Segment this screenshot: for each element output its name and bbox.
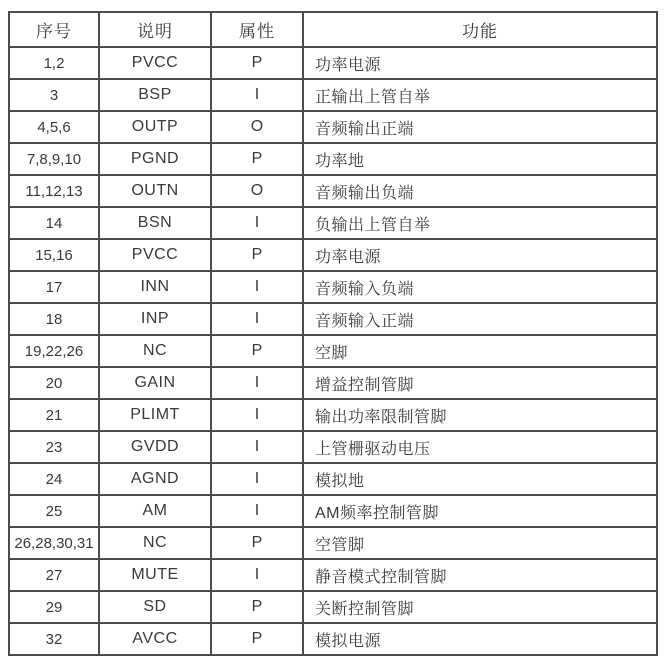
pin-numbers-cell: 24 <box>9 463 99 495</box>
table-body <box>9 47 657 655</box>
pin-function-cell: 音频输出正端 <box>303 111 657 143</box>
pin-function-cell: 音频输出负端 <box>303 175 657 207</box>
pin-attribute-cell: P <box>211 239 303 271</box>
pin-numbers-cell: 32 <box>9 623 99 655</box>
pin-function-cell: 静音模式控制管脚 <box>303 559 657 591</box>
table-row <box>9 271 657 303</box>
pin-function-cell: 音频输入负端 <box>303 271 657 303</box>
pin-name-cell: PLIMT <box>99 399 211 431</box>
pin-name-cell: SD <box>99 591 211 623</box>
table-row <box>9 463 657 495</box>
pin-attribute-cell: P <box>211 591 303 623</box>
pin-attribute-cell: I <box>211 431 303 463</box>
column-header-function: 功能 <box>303 12 657 47</box>
pin-numbers-cell: 19,22,26 <box>9 335 99 367</box>
pin-function-cell: 空管脚 <box>303 527 657 559</box>
pin-name-cell: BSP <box>99 79 211 111</box>
pin-attribute-cell: I <box>211 367 303 399</box>
pin-function-cell: 功率电源 <box>303 47 657 79</box>
pin-name-cell: INN <box>99 271 211 303</box>
pin-name-cell: AM <box>99 495 211 527</box>
pin-function-cell: 正输出上管自举 <box>303 79 657 111</box>
table-row <box>9 335 657 367</box>
table-row <box>9 111 657 143</box>
pin-numbers-cell: 26,28,30,31 <box>9 527 99 559</box>
pin-attribute-cell: I <box>211 399 303 431</box>
pin-name-cell: PVCC <box>99 47 211 79</box>
pin-function-cell: 音频输入正端 <box>303 303 657 335</box>
pin-attribute-cell: P <box>211 527 303 559</box>
pin-numbers-cell: 15,16 <box>9 239 99 271</box>
table-row <box>9 591 657 623</box>
pin-name-cell: AVCC <box>99 623 211 655</box>
pin-attribute-cell: P <box>211 335 303 367</box>
table-row <box>9 143 657 175</box>
pin-attribute-cell: O <box>211 111 303 143</box>
pin-function-cell: 增益控制管脚 <box>303 367 657 399</box>
pin-function-cell: 功率电源 <box>303 239 657 271</box>
pin-name-cell: NC <box>99 527 211 559</box>
column-header-attribute: 属性 <box>211 12 303 47</box>
pin-name-cell: OUTP <box>99 111 211 143</box>
table-row <box>9 207 657 239</box>
pin-numbers-cell: 27 <box>9 559 99 591</box>
pin-attribute-cell: I <box>211 495 303 527</box>
pin-attribute-cell: I <box>211 559 303 591</box>
pin-function-cell: 负输出上管自举 <box>303 207 657 239</box>
table-row <box>9 495 657 527</box>
pin-function-cell: AM频率控制管脚 <box>303 495 657 527</box>
table-row <box>9 47 657 79</box>
pin-function-table <box>8 11 658 656</box>
table-header-row <box>9 12 657 47</box>
column-header-pin-number: 序号 <box>9 12 99 47</box>
pin-name-cell: AGND <box>99 463 211 495</box>
pin-numbers-cell: 7,8,9,10 <box>9 143 99 175</box>
pin-name-cell: PGND <box>99 143 211 175</box>
pin-name-cell: INP <box>99 303 211 335</box>
table-row <box>9 239 657 271</box>
pin-numbers-cell: 1,2 <box>9 47 99 79</box>
pin-function-cell: 功率地 <box>303 143 657 175</box>
pin-name-cell: PVCC <box>99 239 211 271</box>
table-row <box>9 527 657 559</box>
pin-numbers-cell: 23 <box>9 431 99 463</box>
pin-attribute-cell: P <box>211 623 303 655</box>
pin-name-cell: NC <box>99 335 211 367</box>
pin-function-cell: 输出功率限制管脚 <box>303 399 657 431</box>
pin-attribute-cell: I <box>211 271 303 303</box>
pin-name-cell: MUTE <box>99 559 211 591</box>
column-header-description: 说明 <box>99 12 211 47</box>
table-row <box>9 623 657 655</box>
pin-function-cell: 关断控制管脚 <box>303 591 657 623</box>
table-row <box>9 79 657 111</box>
table-row <box>9 175 657 207</box>
pin-name-cell: BSN <box>99 207 211 239</box>
pin-function-cell: 模拟地 <box>303 463 657 495</box>
pin-numbers-cell: 14 <box>9 207 99 239</box>
pin-function-cell: 上管栅驱动电压 <box>303 431 657 463</box>
table-row <box>9 399 657 431</box>
pin-attribute-cell: I <box>211 303 303 335</box>
pin-attribute-cell: I <box>211 207 303 239</box>
pin-attribute-cell: I <box>211 463 303 495</box>
pin-numbers-cell: 21 <box>9 399 99 431</box>
pin-numbers-cell: 17 <box>9 271 99 303</box>
table-row <box>9 303 657 335</box>
pin-attribute-cell: P <box>211 47 303 79</box>
table-row <box>9 367 657 399</box>
table-row <box>9 431 657 463</box>
pin-numbers-cell: 18 <box>9 303 99 335</box>
pin-function-cell: 模拟电源 <box>303 623 657 655</box>
pin-function-cell: 空脚 <box>303 335 657 367</box>
table-row <box>9 559 657 591</box>
pin-numbers-cell: 25 <box>9 495 99 527</box>
pin-numbers-cell: 20 <box>9 367 99 399</box>
pin-name-cell: OUTN <box>99 175 211 207</box>
pin-numbers-cell: 4,5,6 <box>9 111 99 143</box>
pin-attribute-cell: P <box>211 143 303 175</box>
pin-attribute-cell: I <box>211 79 303 111</box>
pin-numbers-cell: 29 <box>9 591 99 623</box>
pin-attribute-cell: O <box>211 175 303 207</box>
pin-name-cell: GAIN <box>99 367 211 399</box>
pin-numbers-cell: 11,12,13 <box>9 175 99 207</box>
pin-name-cell: GVDD <box>99 431 211 463</box>
pin-numbers-cell: 3 <box>9 79 99 111</box>
